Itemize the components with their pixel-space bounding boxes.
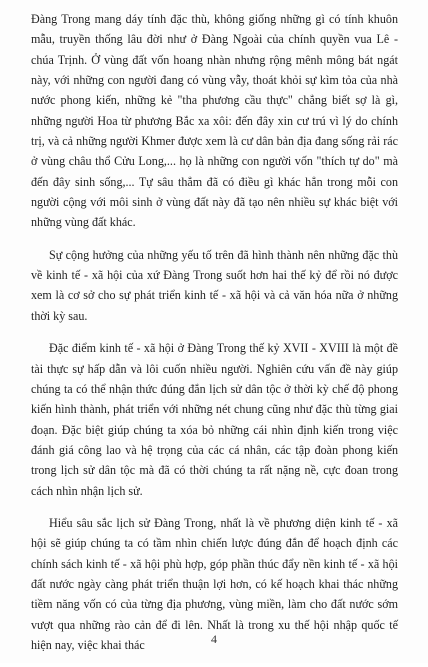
paragraph-1: Đàng Trong mang dáy tính đặc thù, không giống những gì có tính khuôn mẫu, truyền thống lâu đời như ở Đàng Ngoài của chính quyền vua Lê - chúa Trịnh. Ở vùng đất vốn hoang nhàn nhưng rộng mênh mông bát ngát này, với những con người đang có vùng vẫy, thoát khỏi sự kìm tỏa của nhà nước phong kiến, những kẻ "tha phương cầu thực" chẳng biết sợ là gì, những người Hoa từ phương Bắc xa xôi: đến đây xin cư trú vì lý do chính trị, và cả những người Khmer được xem là cư dân bản địa đang sống rải rác ở vùng châu thổ Cửu Long,... họ là những con người vốn "thích tự do" mà đến đây sinh sống,... Tự sâu thẳm đã có điều gì khác hẳn trong mỗi con người cộng với môi sinh ở vùng đất này đã tạo nên nhiều sự khác biệt với những vùng đất khác. (31, 12, 398, 230)
page-number: 4 (211, 632, 217, 646)
body-text (31, 9, 398, 667)
paragraph-3: Đặc điểm kinh tế - xã hội ở Đàng Trong thế kỷ XVII - XVIII là một đề tài thực sự hấp dẫn và lôi cuốn nhiều người. Nghiên cứu vấn đề này giúp chúng ta có thể nhận thức đúng đắn lịch sử dân tộc ở thời kỳ chế độ phong kiến hình thành, phát triển với những nét chung cũng như đặc thù từng giai đoạn. Đặc biệt giúp chúng ta xóa bỏ những cái nhìn định kiến trong việc đánh giá công lao và hệ trọng của các cá nhân, các tập đoàn phong kiến trong lịch sử dân tộc mà đã có thời chúng ta rất nặng nề, cực đoan trong cách nhìn nhận lịch sử. (31, 341, 398, 498)
paragraph-2: Sự cộng hưởng của những yếu tố trên đã hình thành nên những đặc thù về kinh tế - xã hội của xứ Đàng Trong suốt hơn hai thế kỷ để rồi nó được xem là cơ sở cho sự phát triển kinh tế - xã hội và cả văn hóa nữa ở những thời kỳ sau. (31, 247, 398, 323)
paragraph-4: Hiểu sâu sắc lịch sử Đàng Trong, nhất là về phương diện kinh tế - xã hội sẽ giúp chúng ta có tầm nhìn chiến lược đúng đắn để hoạch định các chính sách kinh tế - xã hội phù hợp, góp phần thúc đẩy nền kinh tế - xã hội đất nước ngày càng phát triển thuận lợi hơn, có kế hoạch khai thác những tiềm năng vốn có của từng địa phương, vùng miền, làm cho đất nước sớm vượt qua những rào cản để đi lên. Nhất là trong xu thế hội nhập quốc tế hiện nay, việc khai thác (31, 515, 398, 652)
